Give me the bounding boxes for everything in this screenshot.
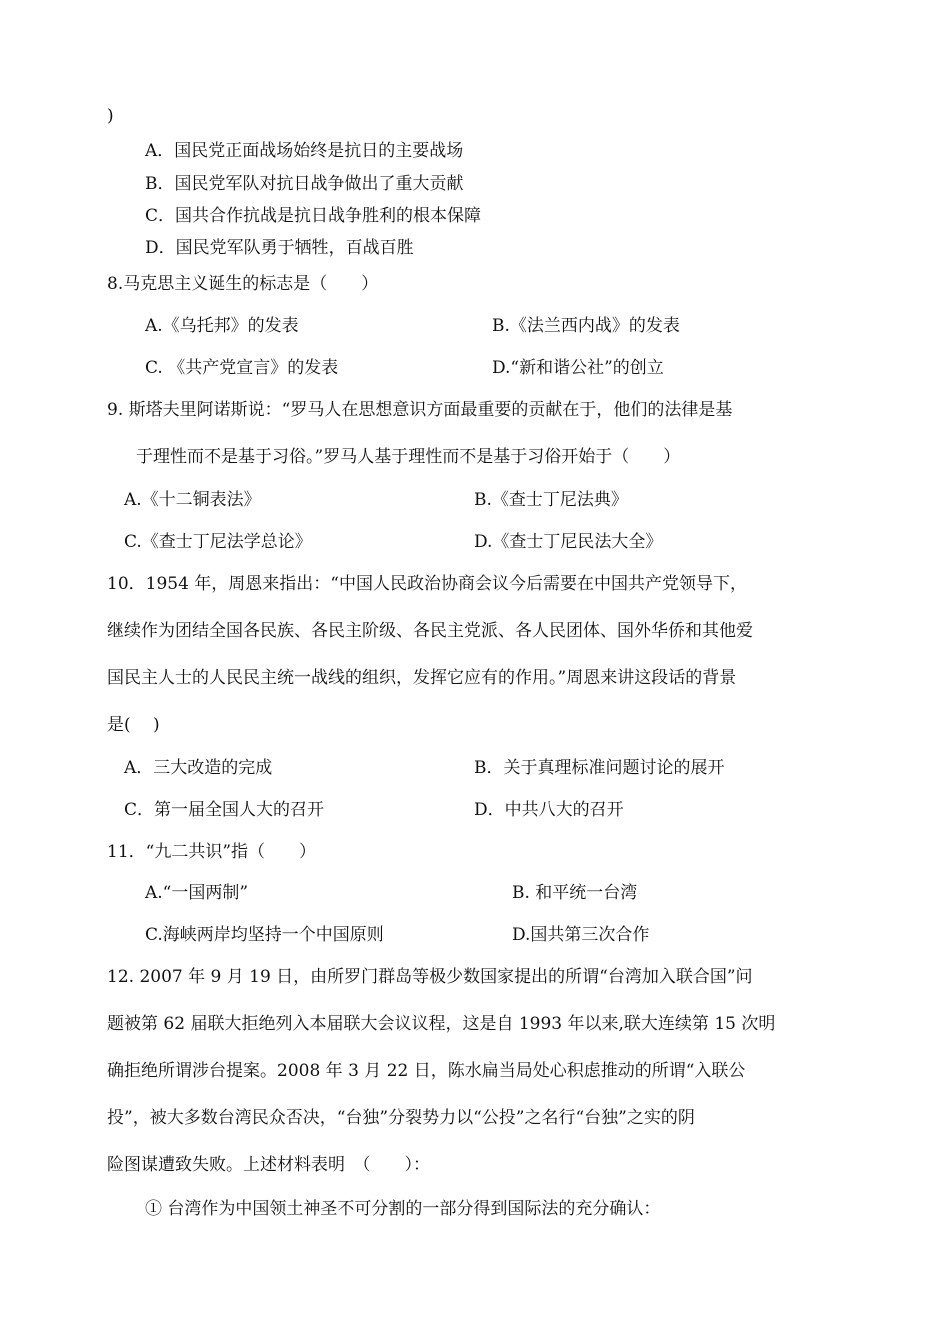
q10-option-b: B．关于真理标准问题讨论的展开 <box>474 758 725 778</box>
q12-item-1: ① 台湾作为中国领土神圣不可分割的一部分得到国际法的充分确认： <box>145 1199 661 1219</box>
q12-stem-line-4: 投”，被大多数台湾民众否决，“台独”分裂势力以“公投”之名行“台独”之实的阴 <box>107 1108 695 1128</box>
q10-option-c: C．第一届全国人大的召开 <box>124 800 325 820</box>
q7-option-c: C．国共合作抗战是抗日战争胜利的根本保障 <box>145 206 482 226</box>
q8-stem: 8.马克思主义诞生的标志是（ ） <box>107 274 379 294</box>
q9-stem-line-1: 9. 斯塔夫里阿诺斯说：“罗马人在思想意识方面最重要的贡献在于，他们的法律是基 <box>107 400 733 420</box>
q8-option-c: C. 《共产党宣言》的发表 <box>145 358 339 378</box>
q8-option-d: D.“新和谐公社”的创立 <box>492 358 664 378</box>
q7-option-d: D．国民党军队勇于牺牲，百战百胜 <box>145 238 414 258</box>
q8-option-b: B.《法兰西内战》的发表 <box>492 316 680 336</box>
q9-option-a: A.《十二铜表法》 <box>124 490 261 510</box>
q12-stem-line-5: 险图谋遭致失败。上述材料表明 （ ）： <box>107 1155 430 1175</box>
q11-option-c: C.海峡两岸均坚持一个中国原则 <box>145 925 384 945</box>
q10-option-a: A．三大改造的完成 <box>124 758 273 778</box>
q10-option-d: D．中共八大的召开 <box>474 800 624 820</box>
q9-option-b: B.《查士丁尼法典》 <box>474 490 628 510</box>
q10-stem-line-3: 国民主人士的人民民主统一战线的组织，发挥它应有的作用。”周恩来讲这段话的背景 <box>107 668 737 688</box>
q12-stem-line-2: 题被第 62 届联大拒绝列入本届联大会议议程，这是自 1993 年以来,联大连续第 15 次明 <box>107 1014 776 1034</box>
q11-option-b: B. 和平统一台湾 <box>512 883 638 903</box>
q9-option-d: D.《查士丁尼民法大全》 <box>474 532 663 552</box>
q7-stem-tail: ) <box>107 106 114 126</box>
q10-stem-line-4: 是( ) <box>107 715 160 735</box>
q11-stem: 11．“九二共识”指（ ） <box>107 842 317 862</box>
q9-option-c: C.《查士丁尼法学总论》 <box>124 532 312 552</box>
q12-stem-line-3: 确拒绝所谓涉台提案。2008 年 3 月 22 日，陈水扁当局处心积虑推动的所谓“入联公 <box>107 1061 746 1081</box>
q11-option-d: D.国共第三次合作 <box>512 925 650 945</box>
q7-option-a: A．国民党正面战场始终是抗日的主要战场 <box>145 141 464 161</box>
q11-option-a: A.“一国两制” <box>145 883 249 903</box>
q7-option-b: B．国民党军队对抗日战争做出了重大贡献 <box>145 174 464 194</box>
q9-stem-line-2: 于理性而不是基于习俗。”罗马人基于理性而不是基于习俗开始于（ ） <box>136 447 681 467</box>
q10-stem-line-2: 继续作为团结全国各民族、各民主阶级、各民主党派、各人民团体、国外华侨和其他爱 <box>107 621 753 641</box>
q10-stem-line-1: 10．1954 年，周恩来指出：“中国人民政治协商会议今后需要在中国共产党领导下， <box>107 574 747 594</box>
q12-stem-line-1: 12. 2007 年 9 月 19 日，由所罗门群岛等极少数国家提出的所谓“台湾加入联合国”问 <box>107 967 753 987</box>
q8-option-a: A.《乌托邦》的发表 <box>145 316 299 336</box>
